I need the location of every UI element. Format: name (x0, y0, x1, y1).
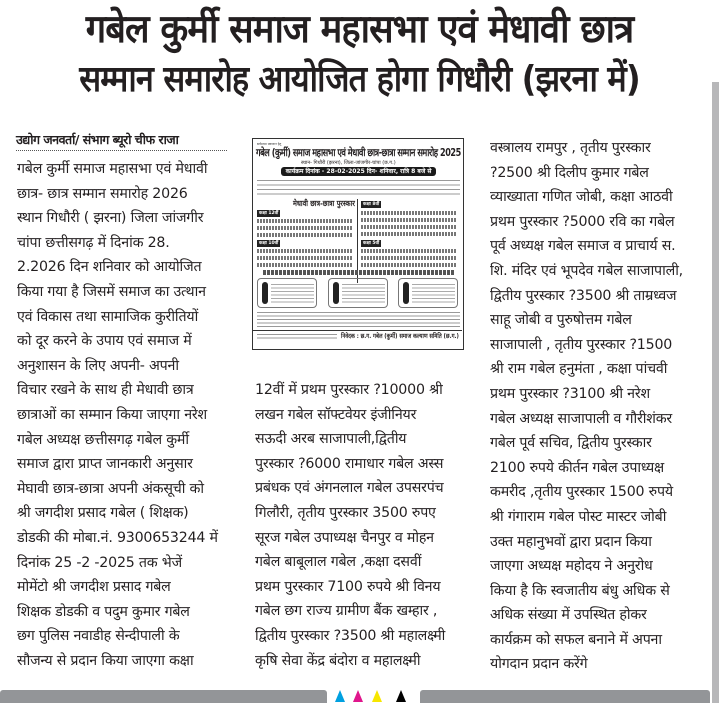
article-line: साहू जोबी व पुरुषोत्तम गबेल (490, 312, 632, 329)
article-line: किया है कि स्वजातीय बंधु अधिक से (490, 582, 670, 599)
bottom-gray-bar-left (0, 690, 327, 703)
article-line: छात्र- छात्र सम्मान समारोह 2026 (17, 185, 188, 202)
headline-line-1: गबेल कुर्मी समाज महासभा एवं मेधावी छात्र (85, 7, 634, 52)
article-line: चांपा छत्तीसगढ़ में दिनांक 28. (17, 234, 170, 251)
page-edge-bar (712, 82, 719, 703)
article-line: को दूर करने के उपाय एवं समाज में (17, 333, 192, 350)
notice-info-box (328, 278, 388, 308)
article-line: श्री गंगाराम गबेल पोस्ट मास्टर जोबी (490, 508, 667, 525)
article-line: 12वीं में प्रथम पुरस्कार ?10000 श्री (255, 382, 443, 398)
article-line: वस्त्रालय रामपुर , तृतीय पुरस्कार (490, 140, 651, 156)
notice-box-badge (333, 282, 339, 304)
notice-subtitle: मेधावी छात्र-छात्रा पुरस्कार (293, 199, 355, 208)
article-line: डोडकी की मोबा.नं. 9300653244 में (17, 529, 218, 546)
notice-info-box (257, 278, 317, 308)
article-line: सऊदी अरब साजापाली,द्वितीय (255, 431, 407, 448)
article-line: गबेल अध्यक्ष छत्तीसगढ़ गबेल कुर्मी (17, 431, 189, 448)
article-line: गिलौरी, तृतीय पुरस्कार 3500 रुपए (255, 504, 436, 521)
article-line: श्री जगदीश प्रसाद गबेल ( शिक्षक) (17, 505, 189, 522)
article-line: मेघावी छात्र-छात्रा अपनी अंकसूची को (17, 480, 204, 497)
article-column-2 (255, 378, 480, 673)
notice-title: गबेल (कुर्मी) समाज महासभा एवं मेधावी छात्र-छात्रा सम्मान समारोह 2025 (256, 147, 461, 159)
notice-box-badge (262, 282, 268, 304)
article-line: दिनांक 25 -2 -2025 तक भेजें (17, 554, 182, 571)
article-line: गबेल कुर्मी समाज महासभा एवं मेधावी (17, 161, 208, 177)
byline: उद्योग जनवर्ता/ संभाग ब्यूरो चीफ राजा (16, 131, 227, 151)
article-line: प्रथम पुरस्कार ?5000 रवि का गबेल (490, 213, 675, 230)
notice-entry (257, 233, 353, 237)
notice-top-note: सर्वप्रथम प्रकाशन हेतु (257, 142, 282, 146)
cyan-registration-mark-icon (335, 690, 345, 702)
invitation-notice-image (252, 138, 464, 350)
notice-entry (257, 219, 353, 223)
article-line: प्रथम पुरस्कार ?3100 श्री नरेश (490, 385, 650, 402)
article-column-1 (17, 157, 232, 673)
notice-footer (253, 330, 462, 342)
article-line: पुरस्कार ?6000 रामाधार गबेल अस्स (255, 455, 444, 472)
article-line: विचार रखने के साथ ही मेधावी छात्र (17, 382, 194, 399)
article-line: 2100 रुपये कीर्तन गबेल उपाध्यक्ष (490, 459, 665, 476)
article-line: गबेल छग राज्य ग्रामीण बैंक खम्हार , (255, 603, 438, 620)
article-line: कार्यक्रम को सफल बनाने में अपना (490, 631, 662, 648)
article-line: छात्राओं का सम्मान किया जाएगा नरेश (17, 406, 207, 423)
article-line: गबेल अध्यक्ष साजापाली व गौरीशंकर (490, 410, 672, 427)
article-line: श्री राम गबेल हनुमंता , कक्षा पांचवी (490, 361, 668, 378)
notice-footer-org: निवेदक : छ.ग. गबेल (कुर्मी) समाज कल्याण समिति (छ.ग.) (341, 332, 459, 340)
notice-entry (361, 232, 457, 236)
article-line: स्थान गिधौरी ( झरना) जिला जांजगीर (17, 210, 204, 227)
article-line: 2.2026 दिन शनिवार को आयोजित (17, 259, 202, 276)
yellow-registration-mark-icon (372, 690, 382, 702)
notice-box-badge (403, 282, 409, 304)
article-column-3 (490, 136, 708, 677)
article-line: पूर्व अध्यक्ष गबेल समाज व प्राचार्य स. (490, 238, 676, 255)
article-line: उक्त महानुभवों द्वारा प्रदान किया (490, 533, 652, 550)
notice-entry (361, 249, 457, 253)
notice-venue: स्थान- गिधौरी (झरना), जिला-जांजगीर-चांपा (छ.ग.) (301, 160, 396, 166)
article-line: एवं विकास तथा सामाजिक कुरीतियों (17, 308, 199, 325)
notice-date-banner: कार्यक्रम दिनांक - 28-02-2025 दिन- शनिवार, रात्रि 8 बजे से (281, 167, 436, 176)
notice-footer-note (257, 333, 337, 340)
notice-class-label: कक्षा 12वीं (259, 211, 279, 216)
article-line: कमरीद ,तृतीय पुरस्कार 1500 रुपये (490, 484, 673, 501)
article-line: सौजन्य से प्रदान किया जाएगा कक्षा (17, 652, 194, 669)
article-line: किया गया है जिसमें समाज का उत्थान (17, 283, 206, 300)
notice-entry (361, 263, 457, 267)
article-line: प्रबंधक एवं अंगनलाल गबेल उपसरपंच (255, 480, 444, 497)
article-line: ?2500 श्री दिलीप कुमार गबेल (490, 164, 649, 181)
article-line: गबेल पूर्व सचिव, द्वितीय पुरस्कार (490, 435, 652, 452)
notice-class-label: कक्षा 8वीं (363, 202, 380, 207)
notice-intro-paragraph (257, 179, 460, 197)
article-line: व्याख्याता गणित जोबी, कक्षा आठवी (490, 189, 673, 206)
article-line: द्वितीय पुरस्कार ?3500 श्री ताम्रध्वज (490, 287, 677, 304)
notice-box-text (271, 283, 314, 303)
black-registration-mark-icon (396, 690, 406, 702)
notice-entry (257, 263, 353, 267)
article-line: छग पुलिस नवाडीह सेन्दीपाली के (17, 628, 180, 645)
headline-line-2: सम्मान समारोह आयोजित होगा गिधौरी (झरना में) (79, 59, 640, 100)
article-line: समाज द्वारा प्राप्त जानकारी अनुसार (17, 456, 193, 473)
article-line: योगदान प्रदान करेंगे (490, 656, 588, 673)
notice-entry (257, 226, 353, 230)
article-line: सूरज गबेल उपाध्यक्ष चैनपुर व मोहन (255, 529, 434, 546)
notice-entry (361, 218, 457, 222)
notice-entry (257, 256, 353, 260)
notice-class-label: कक्षा 5वीं (363, 241, 380, 246)
notice-entry (361, 225, 457, 229)
article-line: द्वितीय पुरस्कार ?3500 श्री महालक्ष्मी (255, 627, 446, 644)
article-line: मोमेंटो श्री जगदीश प्रसाद गबेल (17, 579, 171, 596)
article-line: शि. मंदिर एवं भूपदेव गबेल साजापाली, (490, 262, 683, 279)
notice-entry (257, 249, 353, 253)
notice-entry (361, 256, 457, 260)
notice-class-label: कक्षा 10वीं (259, 241, 279, 246)
notice-box-text (342, 283, 385, 303)
article-line: लखन गबेल सॉफ्टवेयर इंजीनियर (255, 406, 417, 423)
magenta-registration-mark-icon (353, 690, 363, 702)
notice-entry (361, 211, 457, 215)
article-line: प्रथम पुरस्कार 7100 रुपये श्री विनय (255, 578, 441, 595)
article-line: गबेल बाबूलाल गबेल ,कक्षा दसवीं (255, 554, 422, 571)
article-line: अनुशासन के लिए अपनी- अपनी (17, 357, 179, 374)
article-line: अधिक संख्या में उपस्थित होकर (490, 607, 647, 624)
bottom-gray-bar-right (420, 690, 710, 703)
article-line: साजापाली , तृतीय पुरस्कार ?1500 (490, 336, 673, 353)
notice-sponsor-line (263, 270, 455, 275)
notice-box-text (412, 283, 455, 303)
notice-committee-list (257, 311, 460, 328)
article-line: शिक्षक डोडकी व पदुम कुमार गबेल (17, 603, 190, 620)
notice-info-box (398, 278, 458, 308)
article-line: जाएगा अध्यक्ष महोदय ने अनुरोध (490, 558, 653, 575)
article-line: कृषि सेवा केंद्र बंदोरा व महालक्ष्मी (255, 652, 421, 669)
